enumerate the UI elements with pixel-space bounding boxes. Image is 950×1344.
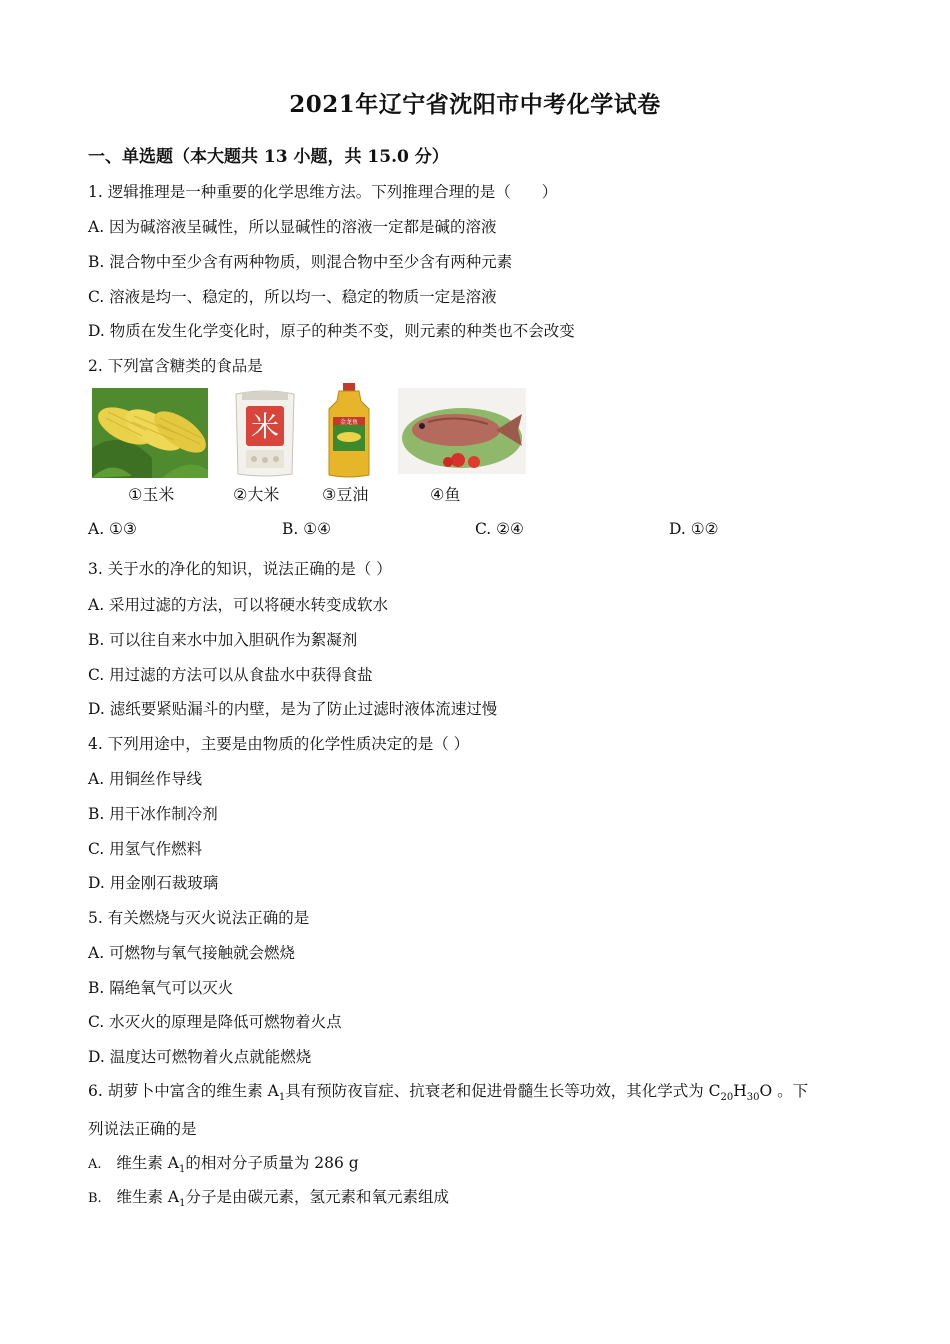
- q4-option-c: C. 用氢气作燃料: [88, 840, 203, 858]
- q5-option-b: B. 隔绝氧气可以灭火: [88, 979, 234, 997]
- q3-option-c: C. 用过滤的方法可以从食盐水中获得食盐: [88, 666, 373, 684]
- formula-c-count: 20: [720, 1092, 734, 1104]
- q1-option-d: D. 物质在发生化学变化时，原子的种类不变，则元素的种类也不会改变: [88, 322, 575, 340]
- oil-bottle-image: [325, 383, 373, 479]
- fish-image: [398, 388, 526, 474]
- formula-o: O: [759, 1082, 773, 1100]
- formula-c: C: [708, 1082, 721, 1100]
- q6-stem-middle: 具有预防夜盲症、抗衰老和促进骨髓生长等功效，其化学式为: [285, 1082, 709, 1100]
- section-heading: 一、单选题（本大题共 13 小题，共 15.0 分）: [88, 147, 449, 167]
- caption-oil: ③豆油: [322, 485, 369, 504]
- rice-bag-image: [232, 388, 298, 478]
- q2-stem: 2. 下列富含糖类的食品是: [88, 357, 263, 375]
- formula-h: H: [733, 1082, 747, 1100]
- q2-option-a: A. ①③: [88, 520, 137, 538]
- q1-stem: 1. 逻辑推理是一种重要的化学思维方法。下列推理合理的是（ ）: [88, 183, 558, 201]
- q4-stem: 4. 下列用途中，主要是由物质的化学性质决定的是（ ）: [88, 735, 470, 753]
- q6-option-a-sub: 1: [178, 1164, 186, 1176]
- q6-stem-line2: 列说法正确的是: [88, 1120, 197, 1138]
- q6-option-a: [88, 1151, 359, 1175]
- q6-option-a-post: 的相对分子质量为 286 g: [185, 1154, 359, 1172]
- q1-option-a: A. 因为碱溶液呈碱性，所以显碱性的溶液一定都是碱的溶液: [88, 218, 497, 236]
- q5-option-c: C. 水灭火的原理是降低可燃物着火点: [88, 1013, 342, 1031]
- q6-option-b-post: 分子是由碳元素，氢元素和氧元素组成: [185, 1188, 449, 1206]
- q2-option-d: D. ①②: [669, 520, 719, 538]
- caption-corn: ①玉米: [128, 485, 175, 504]
- q4-option-d: D. 用金刚石裁玻璃: [88, 874, 219, 892]
- q5-stem: 5. 有关燃烧与灭火说法正确的是: [88, 909, 310, 927]
- q3-option-a: A. 采用过滤的方法，可以将硬水转变成软水: [88, 596, 389, 614]
- formula-h-count: 30: [746, 1092, 760, 1104]
- oil-bottle-label: 金龙鱼: [339, 419, 359, 426]
- q6-stem-start: 6. 胡萝卜中富含的维生素 A: [88, 1082, 279, 1100]
- q2-option-c: C. ②④: [475, 520, 524, 538]
- q4-option-b: B. 用干冰作制冷剂: [88, 805, 218, 823]
- q4-option-a: A. 用铜丝作导线: [88, 770, 203, 788]
- q6-option-a-label: A.: [88, 1157, 102, 1172]
- q6-option-b-sub: 1: [179, 1198, 186, 1210]
- q6-option-b: [88, 1185, 449, 1209]
- q3-stem: 3. 关于水的净化的知识，说法正确的是（ ）: [88, 560, 392, 578]
- caption-fish: ④鱼: [430, 485, 461, 504]
- q1-option-c: C. 溶液是均一、稳定的，所以均一、稳定的物质一定是溶液: [88, 288, 497, 306]
- q5-option-d: D. 温度达可燃物着火点就能燃烧: [88, 1048, 312, 1066]
- exam-title: 2021年辽宁省沈阳市中考化学试卷: [289, 91, 661, 118]
- q1-option-b: B. 混合物中至少含有两种物质，则混合物中至少含有两种元素: [88, 253, 513, 271]
- caption-rice: ②大米: [233, 485, 280, 504]
- q2-option-b: B. ①④: [282, 520, 332, 538]
- q6-stem-end: 。下: [772, 1082, 809, 1100]
- q6-stem-subscript: 1: [278, 1092, 286, 1104]
- corn-image: [92, 388, 208, 478]
- q6-option-a-pre: 维生素 A: [116, 1154, 179, 1172]
- q6-option-b-label: B.: [88, 1191, 102, 1206]
- q6-option-b-pre: 维生素 A: [116, 1188, 180, 1206]
- q5-option-a: A. 可燃物与氧气接触就会燃烧: [88, 944, 296, 962]
- q3-option-b: B. 可以往自来水中加入胆矾作为絮凝剂: [88, 631, 358, 649]
- q3-option-d: D. 滤纸要紧贴漏斗的内壁，是为了防止过滤时液体流速过慢: [88, 700, 498, 718]
- rice-bag-label: 米: [250, 410, 280, 443]
- q6-stem: [88, 1079, 808, 1103]
